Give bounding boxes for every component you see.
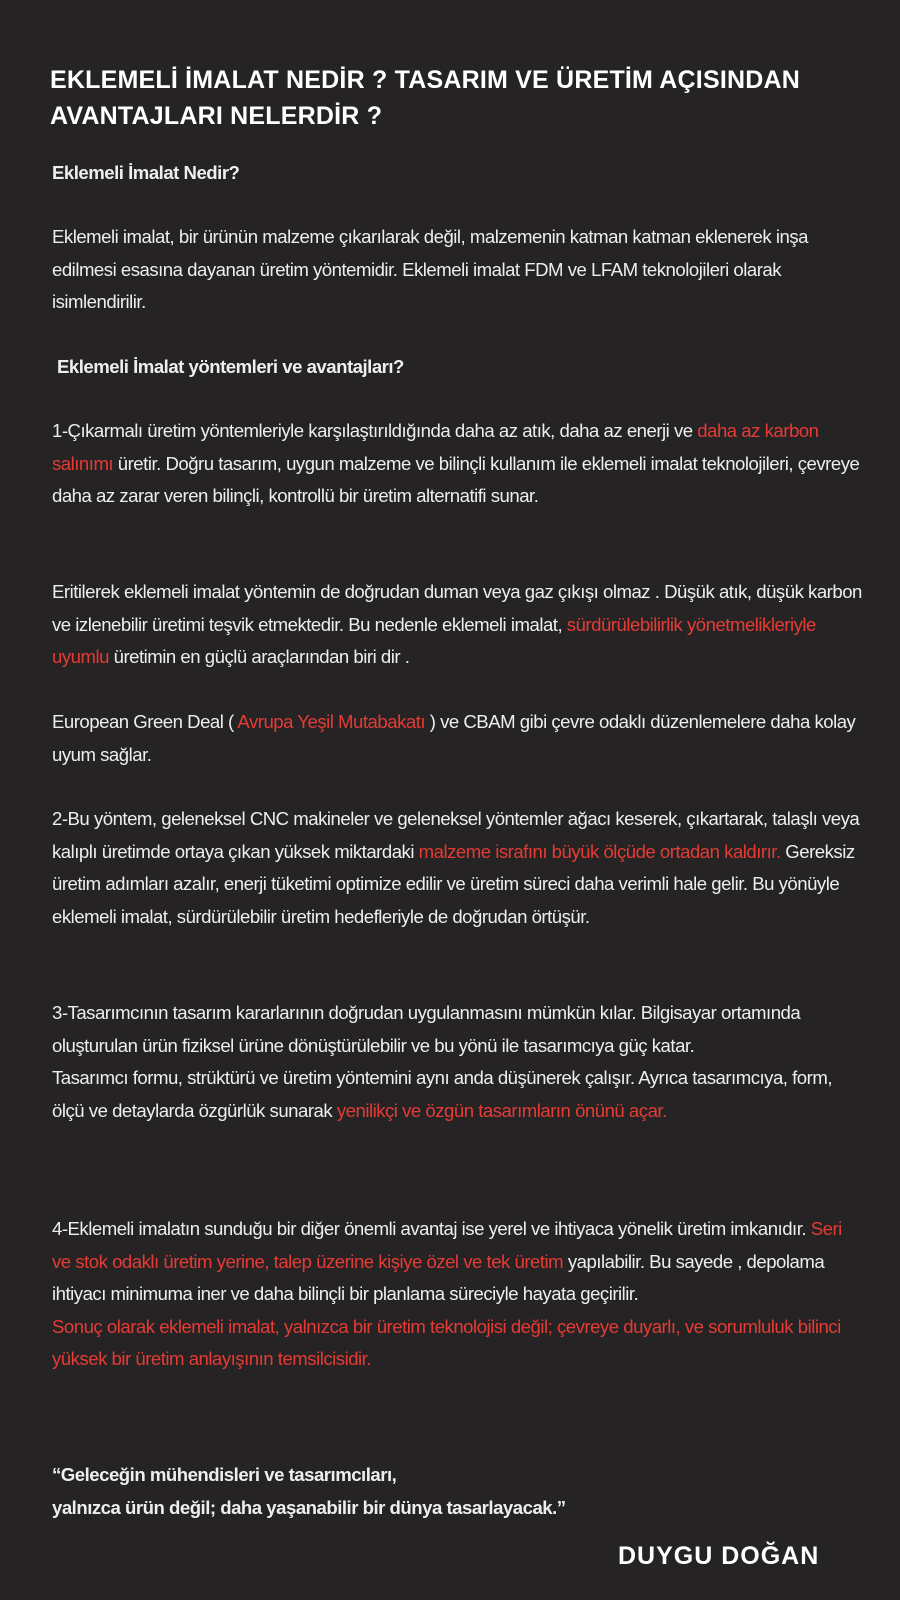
melting-paragraph: Eritilerek eklemeli imalat yöntemin de doğrudan duman veya gaz çıkışı olmaz . Düşük atık, düşük karbon ve izlenebilir üretimi teşvik etmektedir. Bu nedenle eklemeli imalat, sürdürülebilirlik yönetmelikleriyle uyumlu üretimin en güçlü araçlarından biri dir . — [52, 581, 862, 667]
page-title: EKLEMELİ İMALAT NEDİR ? TASARIM VE ÜRETİM AÇISINDAN AVANTAJLARI NELERDİR ? — [50, 66, 800, 130]
conclusion-text: Sonuç olarak eklemeli imalat, yalnızca bir üretim teknolojisi değil; çevreye duyarlı, ve sorumluluk bilinci yüksek bir üretim anlayışının temsilcisidir. — [52, 1315, 841, 1369]
green-deal-paragraph: European Green Deal ( Avrupa Yeşil Mutabakatı ) ve CBAM gibi çevre odaklı düzenlemelere daha kolay uyum sağlar. — [52, 711, 856, 765]
highlight-innovation: yenilikçi ve özgün tasarımların önünü açar. — [336, 1099, 667, 1121]
advantage-3-paragraph: 3-Tasarımcının tasarım kararlarının doğrudan uygulanmasını mümkün kılar. Bilgisayar ortamında oluşturulan ürün fiziksel ürüne dönüştürülebilir ve bu yönü ile tasarımcıya güç katar. Tasarımcı formu, strüktürü ve üretim yöntemini aynı anda düşünerek çalışır. Ayrıca tasarımcıya, form, ölçü ve detaylarda özgürlük sunarak yenilikçi ve özgün tasarımların önünü açar. — [52, 1002, 832, 1121]
section-heading-what-is: Eklemeli İmalat Nedir? — [52, 162, 240, 183]
author-signature: DUYGU DOĞAN — [618, 1542, 820, 1570]
section-heading-methods: Eklemeli İmalat yöntemleri ve avantajları? — [57, 356, 404, 377]
advantage-4-paragraph: 4-Eklemeli imalatın sunduğu bir diğer önemli avantaj ise yerel ve ihtiyaca yönelik üretim imkanıdır. Seri ve stok odaklı üretim yerine, talep üzerine kişiye özel ve tek üretim yapılabilir. Bu sayede , depolama ihtiyacı minimuma iner ve daha bilinçli bir planlama süreciyle hayata geçirilir. Sonuç olarak eklemeli imalat, yalnızca bir üretim teknolojisi değil; çevreye duyarlı, ve sorumluluk bilinci yüksek bir üretim anlayışının temsilcisidir. — [52, 1218, 842, 1369]
highlight-carbon: daha az karbon salınımı — [52, 420, 819, 474]
closing-quote: “Geleceğin mühendisleri ve tasarımcıları, yalnızca ürün değil; daha yaşanabilir bir dünya tasarlayacak.” — [52, 1464, 566, 1518]
advantage-2-paragraph: 2-Bu yöntem, geleneksel CNC makineler ve geleneksel yöntemler ağacı keserek, çıkartarak, talaşlı veya kalıplı üretimde ortaya çıkan yüksek miktardaki malzeme israfını büyük ölçüde ortadan kaldırır. Gereksiz üretim adımları azalır, enerji tüketimi optimize edilir ve üretim süreci daha verimli hale gelir. Bu yönüyle eklemeli imalat, sürdürülebilir üretim hedefleriyle de doğrudan örtüşür. — [52, 808, 860, 927]
highlight-on-demand: Seri ve stok odaklı üretim yerine, talep üzerine kişiye özel ve tek üretim — [52, 1218, 842, 1272]
intro-paragraph: Eklemeli imalat, bir ürünün malzeme çıkarılarak değil, malzemenin katman katman eklenerek inşa edilmesi esasına dayanan üretim yöntemidir. Eklemeli imalat FDM ve LFAM teknolojileri olarak isimlendirilir. — [52, 226, 808, 312]
advantage-1-paragraph: 1-Çıkarmalı üretim yöntemleriyle karşılaştırıldığında daha az atık, daha az enerji ve daha az karbon salınımı üretir. Doğru tasarım, uygun malzeme ve bilinçli kullanım ile eklemeli imalat teknolojileri, çevreye daha az zarar veren bilinçli, kontrollü bir üretim alternatifi sunar. — [52, 420, 860, 506]
highlight-sustainability: sürdürülebilirlik yönetmelikleriyle uyumlu — [52, 613, 816, 667]
highlight-green-deal: Avrupa Yeşil Mutabakatı — [237, 711, 426, 732]
highlight-waste: malzeme israfını büyük ölçüde ortadan kaldırır. — [418, 840, 781, 862]
